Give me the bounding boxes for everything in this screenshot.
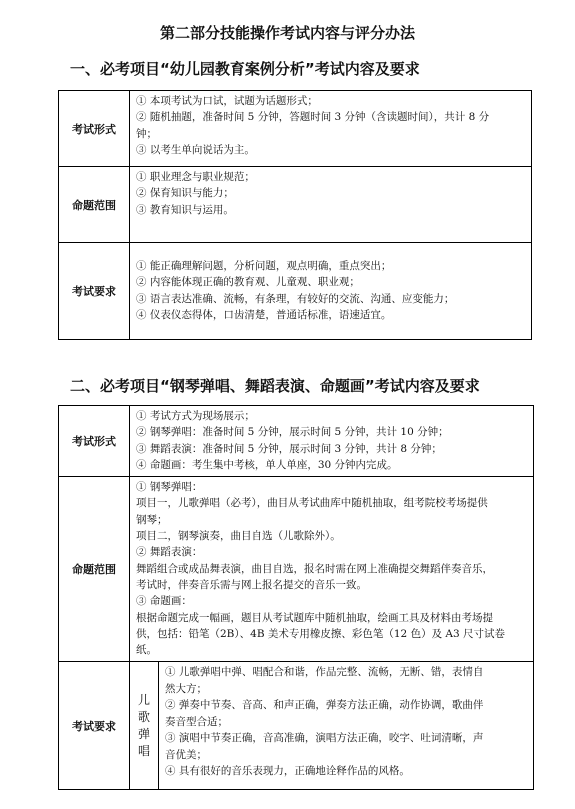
section1-table <box>58 90 532 340</box>
page-title: 第二部分技能操作考试内容与评分办法 <box>159 24 415 42</box>
row-requirements <box>59 243 532 340</box>
requirements-content <box>159 662 534 790</box>
exam-form-label: 考试形式 <box>59 91 130 167</box>
content-line: ③ 舞蹈表演：准备时间 5 分钟，展示时间 3 分钟，共计 8 分钟； <box>136 442 442 455</box>
section1-heading: 一、必考项目“幼儿园教育案例分析”考试内容及要求 <box>70 60 420 78</box>
content-line: 钢琴； <box>136 513 168 526</box>
row-exam-form <box>59 406 534 477</box>
content-line: 音优美； <box>165 748 207 761</box>
content-line: ③ 命题画： <box>136 595 192 608</box>
exam-form-content <box>130 91 532 167</box>
content-line: 奏音型合适； <box>165 715 228 728</box>
content-line: ② 舞蹈表演： <box>136 546 203 559</box>
content-line: ② 内容能体现正确的教育观、儿童观、职业观； <box>136 276 360 289</box>
content-line: ① 考试方式为现场展示； <box>136 410 255 422</box>
sublabel-children-song <box>130 662 159 790</box>
content-line: ③ 演唱中节奏正确，音高准确，演唱方法正确，咬字、吐词清晰，声 <box>165 732 484 745</box>
content-line: 舞蹈组合或成品舞表演，曲目自选，报名时需在网上准确提交舞蹈伴奏音乐， <box>136 562 493 575</box>
section2-table <box>58 405 534 790</box>
sublabel-char: 唱 <box>137 743 150 758</box>
row-scope <box>59 477 534 662</box>
content-line: ① 职业理念与职业规范； <box>136 171 255 183</box>
content-line: ② 随机抽题，准备时间 5 分钟，答题时间 3 分钟（含读题时间），共计 8 分 <box>136 111 490 124</box>
content-line: ① 本项考试为口试，试题为话题形式； <box>136 95 318 107</box>
content-line: ③ 教育知识与运用。 <box>136 203 234 216</box>
content-line: ② 保育知识与能力； <box>136 187 234 200</box>
exam-form-label: 考试形式 <box>59 406 130 477</box>
content-line: ④ 命题画：考生集中考核，单人单座，30 分钟内完成。 <box>136 458 398 471</box>
scope-label: 命题范围 <box>59 477 130 662</box>
content-line: ③ 语言表达准确、流畅，有条理，有较好的交流、沟通、应变能力； <box>136 292 455 305</box>
scope-content <box>130 477 534 662</box>
content-line: ① 儿歌弹唱中弹、唱配合和谐，作品完整、流畅，无断、错，表情自 <box>165 666 484 679</box>
content-line: 钟； <box>136 127 157 140</box>
content-line: ④ 仪表仪态得体，口齿清楚，普通话标准，语速适宜。 <box>136 308 392 321</box>
scope-label: 命题范围 <box>59 167 130 243</box>
content-line: 项目一，儿歌弹唱（必考），曲目从考试曲库中随机抽取，组考院校考场提供 <box>136 497 488 510</box>
requirements-label: 考试要求 <box>59 662 130 790</box>
content-line: 根据命题完成一幅画，题目从考试题库中随机抽取，绘画工具及材料由考场提 <box>136 611 493 624</box>
row-requirements <box>59 662 534 790</box>
content-line: ① 钢琴弹唱： <box>136 481 203 494</box>
section2-heading: 二、必考项目“钢琴弹唱、舞蹈表演、命题画”考试内容及要求 <box>70 377 480 395</box>
content-line: ② 钢琴弹唱：准备时间 5 分钟，展示时间 5 分钟，共计 10 分钟； <box>136 426 449 439</box>
row-scope <box>59 167 532 243</box>
content-line: 然大方； <box>165 682 207 695</box>
sublabel-char: 弹 <box>137 726 150 741</box>
sublabel-char: 儿 <box>137 692 150 707</box>
scope-content <box>130 167 532 243</box>
requirements-content <box>130 243 532 340</box>
exam-form-content <box>130 406 534 477</box>
content-line: ② 弹奏中节奏、音高、和声正确，弹奏方法正确，动作协调，歌曲伴 <box>165 699 484 712</box>
sublabel-char: 歌 <box>137 709 150 724</box>
content-line: ③ 以考生单向说话为主。 <box>136 143 255 156</box>
content-line: 项目二，钢琴演奏，曲目自选（儿歌除外）。 <box>136 530 341 543</box>
content-line: 供，包括：铅笔（2B）、4B 美术专用橡皮擦、彩色笔（12 色）及 A3 尺寸试卷 <box>136 627 506 640</box>
content-line: ④ 具有很好的音乐表现力，正确地诠释作品的风格。 <box>165 765 410 778</box>
content-line: 考试时，伴奏音乐需与网上报名提交的音乐一致。 <box>136 578 367 591</box>
requirements-label: 考试要求 <box>59 243 130 340</box>
content-line: ① 能正确理解问题，分析问题，观点明确，重点突出； <box>136 259 392 272</box>
content-line: 纸。 <box>136 644 157 657</box>
row-exam-form <box>59 91 532 167</box>
